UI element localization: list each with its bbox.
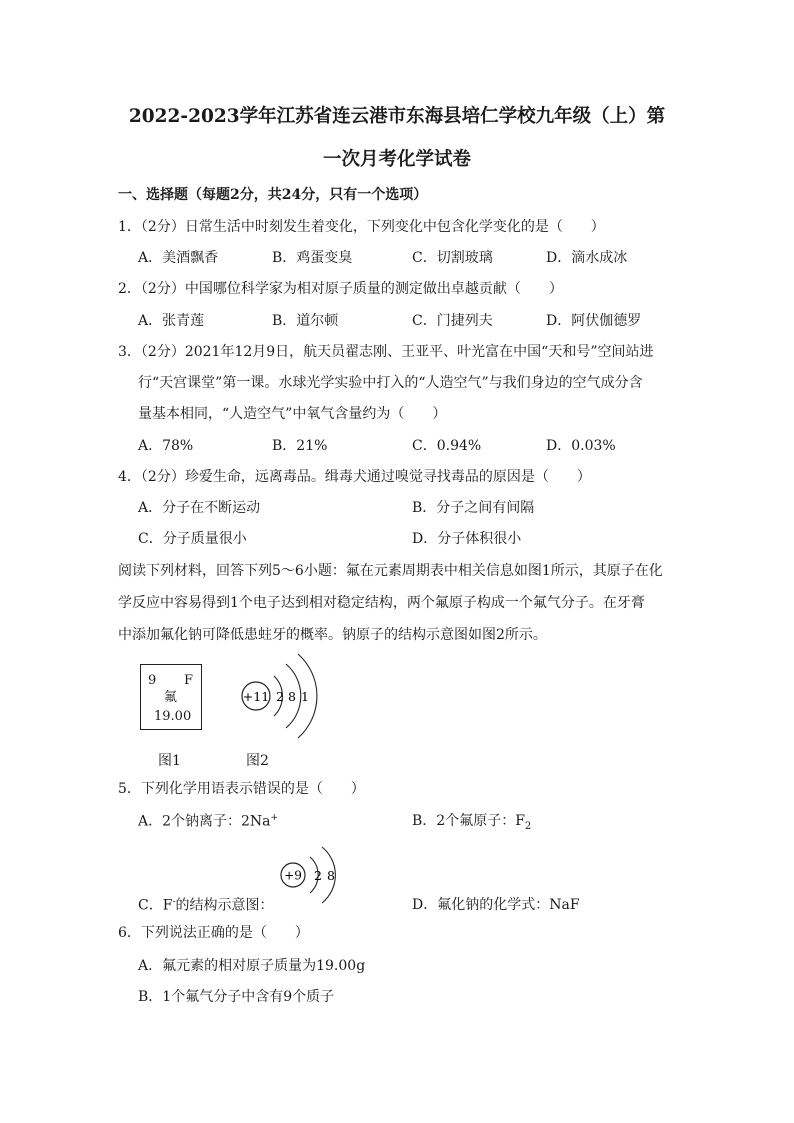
exam-title-line2: 一次月考化学试卷 [322,149,471,170]
exam-title-line1: 2022-2023学年江苏省连云港市东海县培仁学校九年级（上）第 [128,106,666,127]
question-1-stem: 1．（2分）日常生活中时刻发生着变化，下列变化中包含化学变化的是（ ） [118,219,605,235]
count-subscript: 2 [524,820,532,832]
question-2-option-c: C．门捷列夫 [412,313,493,329]
figure-1-caption: 图1 [158,753,181,769]
question-1-option-a: A．美酒飘香 [138,250,219,266]
question-3-line1: 3．（2分）2021年12月9日，航天员翟志刚、王亚平、叶光富在中国“天和号”空间站进 [118,344,654,360]
question-3-line2: 行“天宫课堂”第一课。水球光学实验中打入的“人造空气”与我们身边的空气成分含 [138,375,643,391]
shell-electron-count: 2 [276,689,284,704]
question-3-option-c: C．0.94% [412,438,482,454]
question-3-option-b: B．21% [272,438,328,454]
question-3-option-d: D．0.03% [546,438,616,454]
question-2-option-b: B．道尔顿 [272,313,339,329]
question-5-option-c [138,898,273,913]
section-heading: 一、选择题（每题2分，共24分，只有一个选项） [118,187,428,203]
option-b-text: B．2个氟原子：F [412,813,525,829]
question-1-option-c: C．切割玻璃 [412,250,493,266]
figure-2-caption: 图2 [246,753,269,769]
question-6-stem: 6．下列说法正确的是（ ） [118,925,309,941]
atomic-number: 9 [148,673,157,688]
charge-superscript: - [172,897,176,907]
option-c-prefix: C．F [138,897,173,914]
reading-line1: 阅读下列材料，回答下列5～6小题：氟在元素周期表中相关信息如图1所示，其原子在化 [118,563,663,579]
nucleus-charge: +11 [242,689,270,704]
question-4-option-c: C．分子质量很小 [138,531,247,547]
option-c-suffix: 的结构示意图： [175,897,274,914]
charge-superscript: + [270,813,279,823]
question-4-option-b: B．分子之间有间隔 [412,500,535,516]
fluoride-ion-diagram [278,840,348,910]
atomic-mass: 19.00 [154,709,192,724]
question-3-line3: 量基本相同，“人造空气”中氧气含量约为（ ） [138,406,447,422]
question-4-stem: 4．（2分）珍爱生命，远离毒品。缉毒犬通过嗅觉寻找毒品的原因是（ ） [118,469,591,485]
element-symbol: F [184,673,194,688]
question-1-option-b: B．鸡蛋变臭 [272,250,353,266]
shell-electron-count: 8 [288,689,296,704]
question-5-option-a [138,814,278,829]
question-6-option-b: B．1个氟气分子中含有9个质子 [138,989,335,1005]
element-name: 氟 [164,690,178,705]
nucleus-charge: +9 [284,868,302,883]
figure-2-sodium-atom-diagram [236,650,326,742]
shell-electron-count: 1 [301,689,309,704]
question-4-option-a: A．分子在不断运动 [138,500,261,516]
reading-line2: 学反应中容易得到1个电子达到相对稳定结构，两个氟原子构成一个氟气分子。在牙膏 [118,595,645,611]
question-6-option-a: A．氟元素的相对原子质量为19.00g [138,958,366,974]
question-2-option-d: D．阿伏伽德罗 [546,313,642,329]
shell-electron-count: 2 [314,868,322,883]
question-1-option-d: D．滴水成冰 [546,250,628,266]
question-2-option-a: A．张青莲 [138,313,205,329]
question-5-stem: 5．下列化学用语表示错误的是（ ） [118,781,365,797]
shell-electron-count: 8 [327,868,335,883]
option-a-text: A．2个钠离子：2Na [138,813,271,830]
question-5-option-d: D．氟化钠的化学式：NaF [412,897,580,913]
question-5-option-b [412,814,531,832]
reading-line3: 中添加氟化钠可降低患蛀牙的概率。钠原子的结构示意图如图2所示。 [118,627,547,643]
question-4-option-d: D．分子体积很小 [412,531,522,547]
question-2-stem: 2．（2分）中国哪位科学家为相对原子质量的测定做出卓越贡献（ ） [118,281,563,297]
question-3-option-a: A．78% [138,438,194,454]
figure-1-element-cell [140,664,202,730]
